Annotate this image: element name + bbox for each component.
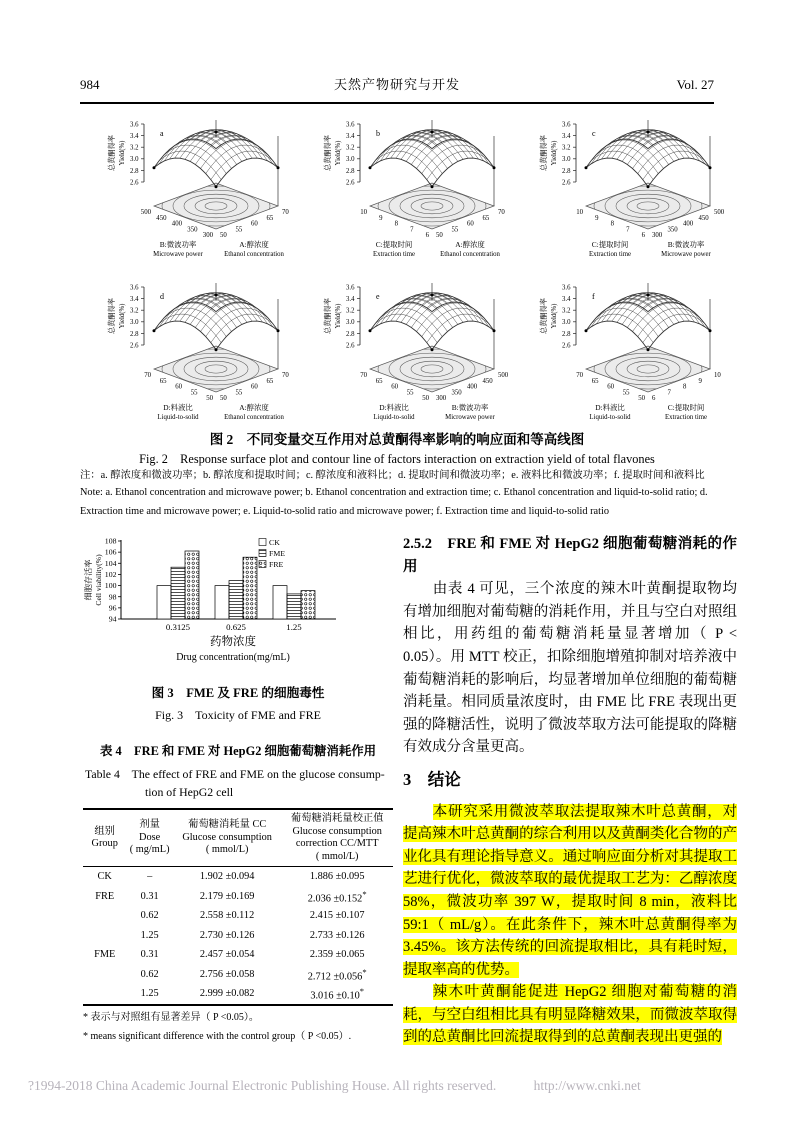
z-tick-label: 3.6 [346, 121, 355, 129]
right-tick-label: 8 [683, 383, 687, 391]
left-tick-label: 7 [410, 226, 414, 234]
legend-label: CK [269, 538, 280, 547]
panel-letter: b [376, 129, 380, 138]
table-cell: 3.016 ±0.10* [310, 986, 365, 1002]
vertex-dot [215, 131, 218, 134]
table4-title-en-line1: Table 4 The effect of FRE and FME on the glucose consump- [85, 767, 385, 781]
left-tick-label: 9 [379, 214, 383, 222]
right-axis-label-zh: A:醇浓度 [239, 403, 269, 412]
section-3-heading: 3 结论 [403, 769, 461, 789]
bar-FME [287, 594, 301, 619]
y-tick-label: 104 [104, 558, 117, 568]
table-cell: FRE [95, 890, 115, 902]
left-tick-label: 50 [206, 395, 213, 402]
vertex-dot [277, 166, 280, 169]
vertex-dot [431, 294, 434, 297]
vertex-dot [431, 185, 434, 188]
right-tick-label: 450 [482, 377, 493, 385]
left-tick-label: 400 [171, 220, 182, 228]
figure3-caption-zh: 图 3 FME 及 FRE 的细胞毒性 [151, 686, 325, 700]
vertex-dot [369, 329, 372, 332]
right-column [403, 533, 737, 1049]
right-tick-label: 50 [220, 232, 227, 239]
right-tick-label: 300 [436, 395, 447, 402]
legend-swatch [259, 539, 266, 546]
z-tick-label: 2.8 [346, 167, 355, 175]
bar-FME [229, 581, 243, 619]
z-tick-label: 3.0 [562, 319, 571, 327]
table-cell: 2.457 ±0.054 [199, 949, 255, 961]
z-tick-label: 3.4 [130, 296, 139, 303]
z-tick-label: 3.0 [346, 156, 355, 164]
left-tick-label: 6 [641, 232, 645, 239]
z-tick-label: 3.2 [130, 144, 139, 152]
z-tick-label: 3.4 [346, 133, 355, 140]
left-axis-label-en: Liquid-to-solid [373, 414, 415, 421]
right-tick-label: 400 [683, 220, 694, 228]
z-axis-label-zh: 总黄酮得率 [324, 135, 332, 171]
vertex-dot [215, 294, 218, 297]
left-axis-label-zh: D:料液比 [595, 403, 625, 412]
table-cell: 2.756 ±0.058 [199, 968, 255, 980]
left-tick-label: 6 [425, 232, 429, 239]
right-tick-label: 70 [282, 372, 289, 379]
z-tick-label: 2.6 [130, 179, 139, 187]
table-cell: 2.558 ±0.112 [200, 910, 255, 922]
z-tick-label: 3.2 [346, 144, 355, 152]
table-cell: 2.733 ±0.126 [309, 929, 365, 941]
left-axis-label-en: Extraction time [372, 251, 416, 258]
right-axis-label-zh: A:醇浓度 [239, 240, 269, 249]
table-row [83, 965, 393, 985]
table-row [83, 945, 393, 965]
figure2-note-zh: 注：a. 醇浓度和微波功率；b. 醇浓度和提取时间；c. 醇浓度和液料比；d. 提取时间和微波功率；e. 液料比和微波功率；f. 提取时间和液料比 [80, 470, 705, 481]
z-axis-label-en: Yield(%) [335, 303, 342, 329]
left-tick-label: 9 [595, 214, 599, 222]
footer-url: http://www.cnki.net [533, 1078, 641, 1093]
x-tick-label: 0.625 [226, 622, 246, 632]
z-tick-label: 2.8 [130, 330, 139, 338]
y-tick-label: 106 [104, 547, 117, 557]
y-axis-label-zh: 细胞存活率 [84, 559, 93, 601]
surface-plot-c [512, 106, 728, 264]
right-tick-label: 500 [498, 372, 509, 379]
page-number: 984 [80, 77, 100, 92]
vertex-dot [709, 166, 712, 169]
z-axis-label-en: Yield(%) [551, 303, 558, 329]
surface-plot-f [512, 269, 728, 427]
table-cell [83, 906, 126, 926]
panel-letter: a [160, 129, 164, 138]
vertex-dot [585, 329, 588, 332]
surface-panel-a [80, 106, 296, 269]
journal-title: 天然产物研究与开发 [333, 77, 460, 92]
mesh-line [648, 302, 710, 331]
z-tick-label: 2.8 [130, 167, 139, 175]
table-row [83, 984, 393, 1005]
x-tick-label: 1.25 [286, 622, 302, 632]
copyright-footer [28, 1078, 773, 1094]
right-tick-label: 6 [652, 395, 656, 402]
left-tick-label: 60 [607, 383, 614, 391]
left-tick-label: 450 [156, 214, 167, 222]
right-tick-label: 400 [467, 383, 478, 391]
left-tick-label: 8 [610, 220, 614, 228]
figure2-surface-plots [80, 106, 728, 432]
right-axis-label-zh: B:微波功率 [451, 403, 489, 412]
y-tick-label: 102 [104, 570, 117, 580]
z-tick-label: 3.0 [130, 319, 139, 327]
legend-swatch [259, 561, 266, 568]
right-tick-label: 350 [451, 389, 462, 397]
z-tick-label: 3.0 [562, 156, 571, 164]
table-cell: 0.31 [140, 949, 159, 961]
z-tick-label: 3.0 [346, 319, 355, 327]
left-axis-label-en: Microwave power [153, 251, 203, 258]
z-axis-label-en: Yield(%) [551, 140, 558, 166]
left-tick-label: 50 [422, 395, 429, 402]
left-tick-label: 70 [360, 372, 367, 379]
left-tick-label: 8 [394, 220, 398, 228]
vertex-dot [215, 348, 218, 351]
left-axis-label-zh: D:料液比 [163, 403, 193, 412]
z-tick-label: 3.6 [562, 284, 571, 292]
right-tick-label: 10 [714, 372, 721, 379]
left-axis-label-zh: C:提取时间 [591, 240, 629, 249]
table-header-row [83, 809, 393, 867]
table-header-cell: 剂量 Dose ( mg/mL) [129, 819, 170, 856]
right-tick-label: 55 [451, 226, 459, 234]
table-cell: 1.25 [140, 929, 159, 941]
z-tick-label: 3.6 [130, 284, 139, 292]
table-cell: 1.886 ±0.095 [309, 871, 365, 883]
left-tick-label: 65 [591, 377, 599, 385]
panel-letter: c [592, 129, 596, 138]
mesh-line [216, 139, 278, 168]
left-column [83, 534, 393, 1045]
vertex-dot [369, 166, 372, 169]
volume-label: Vol. 27 [676, 77, 714, 92]
vertex-dot [153, 166, 156, 169]
table4-footnote-zh: * 表示与对照组有显著差异（ P <0.05）。 [83, 1011, 259, 1023]
table-header-cell: 葡萄糖消耗量 CC Glucose consumption ( mmol/L) [182, 819, 272, 856]
right-tick-label: 70 [498, 209, 505, 216]
figure2-caption-zh: 图 2 不同变量交互作用对总黄酮得率影响的响应面和等高线图 [209, 432, 585, 447]
left-tick-label: 70 [576, 372, 583, 379]
z-tick-label: 3.4 [562, 133, 571, 140]
right-tick-label: 60 [251, 383, 258, 391]
x-tick-label: 0.3125 [165, 622, 191, 632]
right-tick-label: 60 [467, 220, 474, 228]
table-cell [83, 965, 126, 985]
right-axis-label-en: Microwave power [661, 251, 711, 258]
right-axis-label-en: Extraction time [664, 414, 708, 421]
z-tick-label: 3.2 [130, 307, 139, 315]
table-row [83, 867, 393, 887]
table-cell: 1.25 [140, 988, 159, 1000]
left-tick-label: 350 [187, 226, 198, 234]
z-axis-label-zh: 总黄酮得率 [108, 135, 116, 171]
left-axis-label-en: Liquid-to-solid [157, 414, 199, 421]
y-tick-label: 98 [108, 592, 117, 602]
figure2-note-en: Note: a. Ethanol concentration and microwave power; b. Ethanol concentration and extraction time; c. Ethanol concentration and liquid-to-solid ratio; d. Extraction time and microwave power; e. Liquid-to-solid ratio and microwave power; f. Extraction time and liquid-to-solid ratio [80, 487, 708, 517]
left-axis-label-zh: B:微波功率 [159, 240, 197, 249]
left-tick-label: 60 [391, 383, 398, 391]
z-tick-label: 2.6 [562, 342, 571, 350]
vertex-dot [431, 348, 434, 351]
y-tick-label: 108 [104, 536, 117, 546]
surface-plot-d [80, 269, 296, 427]
bar-FME [171, 567, 185, 619]
table-cell: 0.31 [140, 890, 159, 902]
right-axis-label-en: Microwave power [445, 414, 495, 421]
table-header-cell: 组别 Group [91, 825, 118, 849]
z-axis-label-en: Yield(%) [119, 140, 126, 166]
z-tick-label: 3.6 [562, 121, 571, 129]
mesh-line [432, 302, 494, 331]
right-tick-label: 55 [235, 226, 243, 234]
table4-title-en-line2: tion of HepG2 cell [145, 785, 234, 799]
bar-CK [273, 586, 287, 619]
panel-letter: e [376, 292, 380, 301]
left-tick-label: 10 [576, 209, 583, 216]
conclusion-paragraph-2 [403, 981, 737, 1049]
right-tick-label: 450 [698, 214, 709, 222]
vertex-dot [647, 185, 650, 188]
right-tick-label: 65 [266, 214, 274, 222]
left-tick-label: 300 [202, 232, 213, 239]
legend-label: FME [269, 549, 286, 558]
right-tick-label: 500 [714, 209, 725, 216]
left-axis-label-en: Extraction time [588, 251, 632, 258]
z-tick-label: 3.2 [562, 144, 571, 152]
bar-FRE [185, 551, 199, 619]
z-tick-label: 3.2 [562, 307, 571, 315]
right-tick-label: 70 [282, 209, 289, 216]
left-tick-label: 500 [140, 209, 151, 216]
surface-panel-d [80, 269, 296, 432]
right-tick-label: 300 [652, 232, 663, 239]
bar-FRE [301, 591, 315, 619]
z-tick-label: 3.0 [130, 156, 139, 164]
table-cell: FME [94, 949, 116, 961]
left-axis-label-zh: C:提取时间 [375, 240, 413, 249]
y-tick-label: 96 [108, 603, 117, 613]
mesh-line [432, 139, 494, 168]
right-axis-label-zh: A:醇浓度 [455, 240, 485, 249]
highlighted-text: 本研究采用微波萃取法提取辣木叶总黄酮，对提高辣木叶总黄酮的综合利用以及黄酮类化合物的产业化具有理论指导意义。通过响应面分析对其提取工艺进行优化，微波萃取的最优提取工艺为：乙醇浓度 58%，微波功率 397 W，提取时间 8 min，液料比 59:1（ mL/g）。在此条件下，辣木叶总黄酮得率为 3.45%。该方法传统的回流提取相比，具有耗时短，提取率高的优势。 [403, 803, 737, 978]
z-tick-label: 2.6 [130, 342, 139, 350]
z-axis-label-zh: 总黄酮得率 [324, 298, 332, 334]
right-tick-label: 7 [667, 389, 671, 397]
mesh-line [370, 139, 432, 168]
left-tick-label: 55 [622, 389, 630, 397]
mesh-line [648, 139, 710, 168]
z-tick-label: 3.6 [130, 121, 139, 129]
right-tick-label: 50 [220, 395, 227, 402]
surface-plot-a [80, 106, 296, 264]
vertex-dot [493, 329, 496, 332]
table-cell: 0.62 [140, 968, 159, 980]
panel-letter: f [592, 292, 595, 301]
table4-footnote-en: * means significant difference with the control group（ P <0.05）. [83, 1031, 352, 1042]
right-tick-label: 65 [482, 214, 490, 222]
y-tick-label: 94 [108, 614, 117, 624]
vertex-dot [709, 329, 712, 332]
table-cell: 2.712 ±0.056* [307, 966, 367, 982]
vertex-dot [153, 329, 156, 332]
z-tick-label: 2.6 [346, 179, 355, 187]
right-tick-label: 55 [235, 389, 243, 397]
z-tick-label: 2.6 [346, 342, 355, 350]
copyright-text: ?1994-2018 China Academic Journal Electronic Publishing House. All rights reserved. [28, 1078, 497, 1093]
figure3-bar-chart [83, 534, 393, 672]
vertex-dot [585, 166, 588, 169]
vertex-dot [215, 185, 218, 188]
z-axis-label-en: Yield(%) [119, 303, 126, 329]
x-axis-label-zh: 药物浓度 [210, 636, 256, 648]
z-axis-label-en: Yield(%) [335, 140, 342, 166]
section-2-5-2-paragraph: 由表 4 可见，三个浓度的辣木叶黄酮提取物均有增加细胞对葡萄糖的消耗作用，并且与空白对照组相比，用药组的葡萄糖消耗量显著增加（ P < 0.05）。用 MTT 校正，扣除细胞增殖抑制对培养液中葡萄糖消耗的影响后，均显著增加单位细胞的葡萄糖消耗量。相同质量浓度时，由 FME 比 FRE 表现出更强的降糖活性，说明了微波萃取方法可能提取的降糖有效成分含量更高。 [403, 581, 737, 756]
surface-panel-b [296, 106, 512, 269]
z-tick-label: 3.4 [562, 296, 571, 303]
surface-panel-c [512, 106, 728, 269]
table4-title-zh: 表 4 FRE 和 FME 对 HepG2 细胞葡萄糖消耗作用 [99, 744, 377, 758]
section-2-5-2-heading: 2.5.2 FRE 和 FME 对 HepG2 细胞葡萄糖消耗的作用 [403, 536, 737, 575]
right-tick-label: 65 [266, 377, 274, 385]
table-cell: 2.036 ±0.152* [307, 888, 367, 904]
table-row [83, 887, 393, 907]
surface-plot-b [296, 106, 512, 264]
mesh-line [586, 139, 648, 168]
x-axis-label-en: Drug concentration(mg/mL) [176, 652, 290, 663]
table-header-cell: 葡萄糖消耗量校正值 Glucose consumption correction CC/MTT ( mmol/L) [290, 813, 384, 862]
z-tick-label: 2.8 [562, 330, 571, 338]
bar-CK [157, 586, 171, 619]
z-axis-label-zh: 总黄酮得率 [540, 135, 548, 171]
mesh-line [370, 302, 432, 331]
z-tick-label: 2.8 [346, 330, 355, 338]
table-cell: 2.415 ±0.107 [309, 910, 365, 922]
table-row [83, 906, 393, 926]
table-cell: 2.730 ±0.126 [199, 929, 255, 941]
legend-swatch [259, 550, 266, 557]
page-header [80, 74, 714, 104]
right-axis-label-en: Ethanol concentration [224, 251, 284, 258]
z-tick-label: 3.6 [346, 284, 355, 292]
left-tick-label: 60 [175, 383, 182, 391]
conclusion-paragraph-1 [403, 801, 737, 982]
z-tick-label: 2.8 [562, 167, 571, 175]
table4 [83, 808, 393, 1006]
vertex-dot [277, 329, 280, 332]
bar-CK [215, 586, 229, 619]
z-tick-label: 3.4 [346, 296, 355, 303]
surface-panel-f [512, 269, 728, 432]
left-tick-label: 70 [144, 372, 151, 379]
y-tick-label: 100 [104, 581, 117, 591]
left-axis-label-en: Liquid-to-solid [589, 414, 631, 421]
surface-plot-e [296, 269, 512, 427]
left-tick-label: 65 [375, 377, 383, 385]
surface-panel-e [296, 269, 512, 432]
left-tick-label: 50 [638, 395, 645, 402]
vertex-dot [647, 348, 650, 351]
left-tick-label: 65 [159, 377, 167, 385]
z-axis-label-zh: 总黄酮得率 [540, 298, 548, 334]
legend-label: FRE [269, 560, 284, 569]
table-cell: 2.179 ±0.169 [199, 890, 255, 902]
z-tick-label: 3.2 [346, 307, 355, 315]
highlighted-text: 辣木叶黄酮能促进 HepG2 细胞对葡萄糖的消耗，与空白组相比具有明显降糖效果，而微波萃取得到的总黄酮比回流提取得到的总黄酮表现出更强的 [403, 984, 737, 1046]
right-axis-label-en: Ethanol concentration [224, 414, 284, 421]
left-tick-label: 55 [190, 389, 198, 397]
right-tick-label: 50 [436, 232, 443, 239]
right-tick-label: 60 [251, 220, 258, 228]
table-cell [83, 926, 126, 946]
z-tick-label: 3.4 [130, 133, 139, 140]
left-axis-label-zh: D:料液比 [379, 403, 409, 412]
table-cell [83, 984, 126, 1005]
vertex-dot [647, 131, 650, 134]
mesh-line [216, 302, 278, 331]
table-cell: CK [97, 871, 112, 883]
left-tick-label: 10 [360, 209, 367, 216]
panel-letter: d [160, 292, 164, 301]
figure2-caption-en: Fig. 2 Response surface plot and contour line of factors interaction on extraction yield of total flavones [139, 452, 655, 466]
table-cell: 1.902 ±0.094 [199, 871, 255, 883]
table-row [83, 926, 393, 946]
right-tick-label: 9 [698, 377, 702, 385]
figure3-caption-en: Fig. 3 Toxicity of FME and FRE [155, 708, 321, 722]
y-axis-label-en: Cell viability(%) [94, 554, 103, 606]
vertex-dot [493, 166, 496, 169]
z-tick-label: 2.6 [562, 179, 571, 187]
left-tick-label: 55 [406, 389, 414, 397]
left-tick-label: 7 [626, 226, 630, 234]
right-axis-label-zh: B:微波功率 [667, 240, 705, 249]
mesh-line [586, 302, 648, 331]
table-cell: 0.62 [140, 910, 159, 922]
right-axis-label-zh: C:提取时间 [667, 403, 705, 412]
mesh-line [154, 302, 216, 331]
vertex-dot [431, 131, 434, 134]
table-cell: 2.359 ±0.065 [309, 949, 365, 961]
right-tick-label: 350 [667, 226, 678, 234]
vertex-dot [647, 294, 650, 297]
right-axis-label-en: Ethanol concentration [440, 251, 500, 258]
bar-FRE [243, 557, 257, 619]
mesh-line [154, 139, 216, 168]
z-axis-label-zh: 总黄酮得率 [108, 298, 116, 334]
table-cell: 2.999 ±0.082 [199, 988, 255, 1000]
table-cell: – [147, 871, 153, 883]
